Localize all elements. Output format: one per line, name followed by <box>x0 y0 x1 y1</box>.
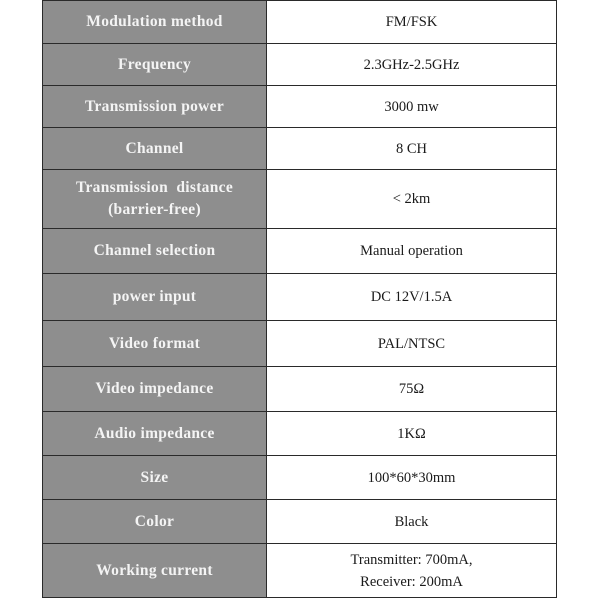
row-value: PAL/NTSC <box>267 321 557 367</box>
row-value: 8 CH <box>267 128 557 170</box>
row-value: 1KΩ <box>267 412 557 456</box>
row-value: FM/FSK <box>267 1 557 44</box>
row-value: DC 12V/1.5A <box>267 274 557 321</box>
row-label: Channel selection <box>43 229 267 274</box>
table-row <box>43 274 557 321</box>
row-label: Size <box>43 456 267 500</box>
row-label: Transmission power <box>43 86 267 128</box>
row-label: Video format <box>43 321 267 367</box>
table-row <box>43 128 557 170</box>
row-value-line-1: Transmitter: 700mA, <box>350 551 473 568</box>
row-value: < 2km <box>267 170 557 229</box>
row-value-line-2: Receiver: 200mA <box>360 573 463 590</box>
table-row <box>43 170 557 229</box>
row-value: 100*60*30mm <box>267 456 557 500</box>
table-row <box>43 367 557 412</box>
table-row <box>43 500 557 544</box>
row-label-line-1: Transmission distance <box>75 179 234 196</box>
row-label-line-2: (barrier-free) <box>108 201 201 218</box>
table-row <box>43 544 557 598</box>
table-row <box>43 456 557 500</box>
row-value: Black <box>267 500 557 544</box>
row-value: Manual operation <box>267 229 557 274</box>
table-row <box>43 229 557 274</box>
row-value: 3000 mw <box>267 86 557 128</box>
table-row <box>43 321 557 367</box>
row-label: Modulation method <box>43 1 267 44</box>
row-value <box>267 544 557 598</box>
row-label: Video impedance <box>43 367 267 412</box>
table-row <box>43 86 557 128</box>
row-label: power input <box>43 274 267 321</box>
table-row <box>43 412 557 456</box>
table-row <box>43 1 557 44</box>
row-label: Audio impedance <box>43 412 267 456</box>
row-label <box>43 170 267 229</box>
row-label: Color <box>43 500 267 544</box>
row-value: 2.3GHz-2.5GHz <box>267 44 557 86</box>
row-label: Working current <box>43 544 267 598</box>
table-row <box>43 44 557 86</box>
specification-table <box>42 0 557 598</box>
row-value: 75Ω <box>267 367 557 412</box>
row-label: Channel <box>43 128 267 170</box>
row-label: Frequency <box>43 44 267 86</box>
